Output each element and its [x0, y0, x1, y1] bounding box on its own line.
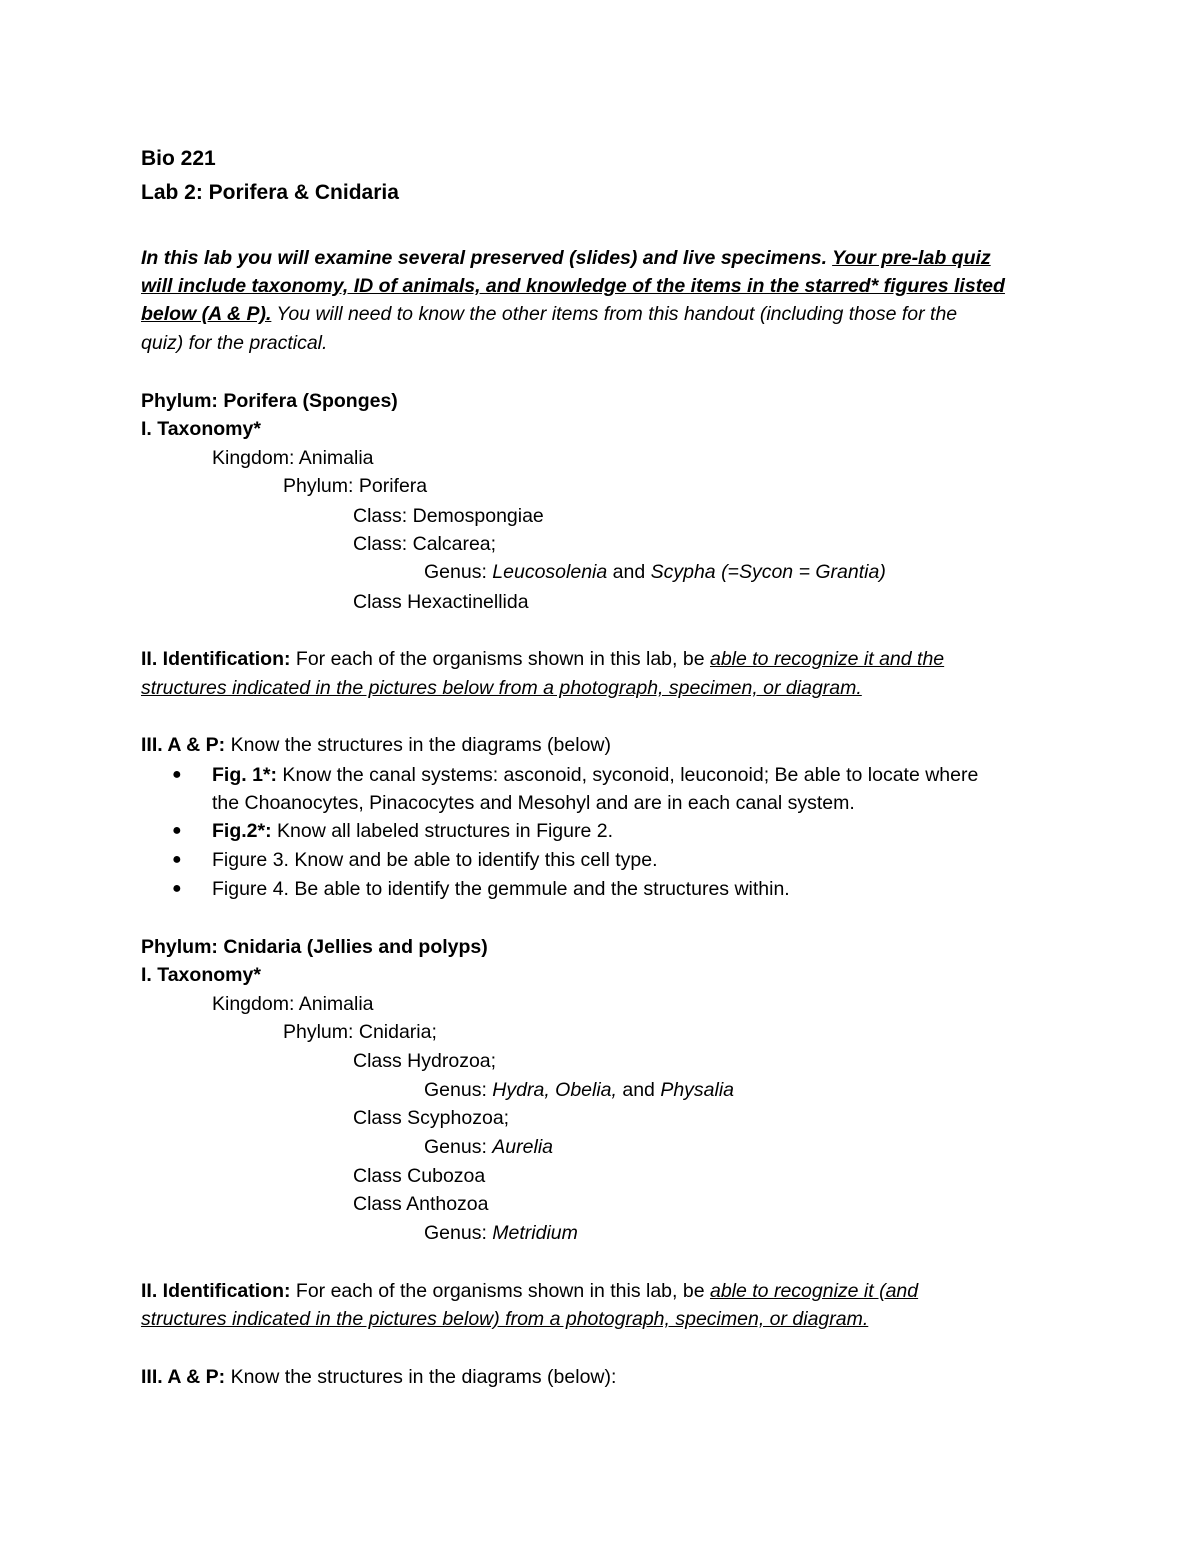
porifera-kingdom	[212, 444, 374, 472]
kingdom-value: Animalia	[298, 993, 374, 1015]
identification-text: For each of the organisms shown in this lab, be	[290, 1280, 710, 1302]
genus-leucosolenia: Leucosolenia	[492, 561, 608, 583]
class-label: Class:	[353, 533, 413, 555]
porifera-bullet-1-continued: the Choanocytes, Pinacocytes and Mesohyl and are in each canal system.	[212, 792, 855, 814]
genus-scypha: Scypha (=Sycon = Grantia)	[650, 561, 886, 583]
phylum-label: Phylum:	[283, 475, 359, 497]
identification-label: II. Identification:	[141, 1280, 291, 1302]
class-value: Demospongiae	[412, 505, 544, 527]
ap-label: III. A & P:	[141, 734, 226, 756]
bullet-icon: ●	[172, 822, 182, 839]
bullet-icon: ●	[172, 851, 182, 868]
phylum-label: Phylum:	[283, 1021, 359, 1043]
cnidaria-ap-heading	[141, 1363, 616, 1391]
cnidaria-identification-line-2: structures indicated in the pictures below) from a photograph, specimen, or diagram.	[141, 1308, 869, 1330]
cnidaria-genus-hydrozoa	[424, 1076, 734, 1104]
porifera-phylum	[283, 472, 427, 500]
intro-line-3	[141, 300, 957, 328]
lab-title: Lab 2: Porifera & Cnidaria	[141, 181, 399, 204]
ap-text: Know the structures in the diagrams (below)	[225, 734, 611, 756]
bullet-text: Know the canal systems: asconoid, syconoid, leuconoid; Be able to locate where	[277, 764, 979, 786]
genus-label: Genus:	[424, 1222, 493, 1244]
cnidaria-genus-scyphozoa	[424, 1133, 553, 1161]
cnidaria-kingdom	[212, 990, 374, 1018]
porifera-identification-line-1	[141, 645, 944, 673]
cnidaria-class-hydrozoa: Class Hydrozoa;	[353, 1050, 497, 1072]
phylum-value: Porifera	[358, 475, 428, 497]
kingdom-value: Animalia	[298, 447, 374, 469]
cnidaria-class-scyphozoa: Class Scyphozoa;	[353, 1107, 510, 1129]
cnidaria-identification-line-1	[141, 1277, 918, 1305]
bullet-text: Know all labeled structures in Figure 2.	[271, 820, 614, 842]
genus-and: and	[607, 561, 651, 583]
intro-emphasis: Your pre-lab quiz	[832, 247, 991, 269]
intro-line-2: will include taxonomy, ID of animals, and knowledge of the items in the starred* figures listed	[141, 275, 1005, 297]
intro-emphasis: below (A & P).	[141, 303, 272, 325]
phylum-value: Cnidaria;	[358, 1021, 437, 1043]
intro-text: In this lab you will examine several preserved (slides) and live specimens.	[141, 247, 833, 269]
genus-physalia: Physalia	[660, 1079, 735, 1101]
porifera-heading: Phylum: Porifera (Sponges)	[141, 390, 398, 412]
porifera-bullet-4: Figure 4. Be able to identify the gemmule and the structures within.	[212, 878, 790, 900]
identification-label: II. Identification:	[141, 648, 291, 670]
cnidaria-genus-anthozoa	[424, 1219, 578, 1247]
ap-label: III. A & P:	[141, 1366, 226, 1388]
genus-and: and	[616, 1079, 661, 1101]
porifera-bullet-2	[212, 817, 613, 845]
bullet-icon: ●	[172, 766, 182, 783]
porifera-genus	[424, 558, 886, 586]
genus-label: Genus:	[424, 1136, 493, 1158]
kingdom-label: Kingdom:	[212, 447, 299, 469]
class-label: Class:	[353, 505, 413, 527]
intro-text: You will need to know the other items from this handout (including those for the	[271, 303, 958, 325]
bullet-label: Fig. 1*:	[212, 764, 278, 786]
identification-emphasis: able to recognize it and the	[709, 648, 945, 670]
intro-line-1	[141, 244, 991, 272]
porifera-taxonomy-heading: I. Taxonomy*	[141, 418, 261, 440]
kingdom-label: Kingdom:	[212, 993, 299, 1015]
identification-text: For each of the organisms shown in this lab, be	[290, 648, 710, 670]
porifera-identification-line-2: structures indicated in the pictures below from a photograph, specimen, or diagram.	[141, 677, 862, 699]
genus-metridium: Metridium	[492, 1222, 578, 1244]
ap-text: Know the structures in the diagrams (below):	[225, 1366, 617, 1388]
porifera-ap-heading	[141, 731, 611, 759]
cnidaria-heading: Phylum: Cnidaria (Jellies and polyps)	[141, 936, 488, 958]
porifera-class-demospongiae	[353, 502, 544, 530]
identification-emphasis: able to recognize it (and	[709, 1280, 919, 1302]
porifera-bullet-1	[212, 761, 978, 789]
genus-label: Genus:	[424, 1079, 493, 1101]
genus-hydra-obelia: Hydra, Obelia,	[492, 1079, 617, 1101]
porifera-class-hexactinellida: Class Hexactinellida	[353, 591, 529, 613]
genus-aurelia: Aurelia	[492, 1136, 553, 1158]
course-title: Bio 221	[141, 147, 216, 170]
bullet-icon: ●	[172, 880, 182, 897]
cnidaria-class-cubozoa: Class Cubozoa	[353, 1165, 486, 1187]
class-value: Calcarea;	[412, 533, 497, 555]
bullet-label: Fig.2*:	[212, 820, 272, 842]
genus-label: Genus:	[424, 561, 493, 583]
cnidaria-phylum	[283, 1018, 437, 1046]
porifera-class-calcarea	[353, 530, 496, 558]
intro-line-4: quiz) for the practical.	[141, 332, 328, 354]
porifera-bullet-3: Figure 3. Know and be able to identify this cell type.	[212, 849, 658, 871]
cnidaria-taxonomy-heading: I. Taxonomy*	[141, 964, 261, 986]
cnidaria-class-anthozoa: Class Anthozoa	[353, 1193, 489, 1215]
